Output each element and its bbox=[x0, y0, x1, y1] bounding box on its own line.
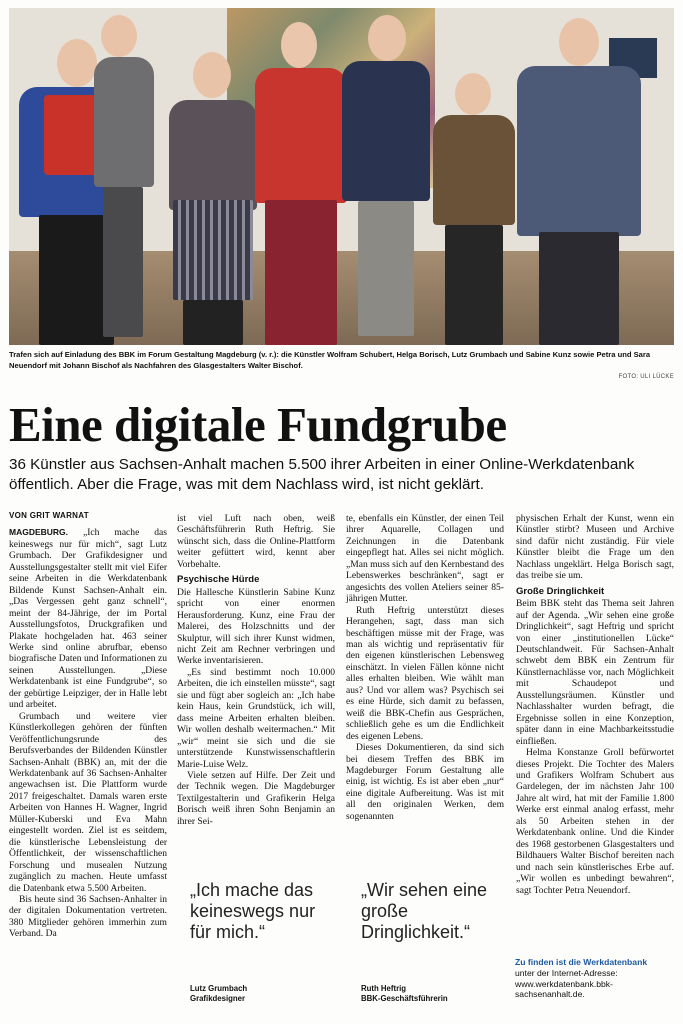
info-box bbox=[515, 957, 675, 1000]
pull-quote-2-attribution: Ruth Heftrig BBK-Geschäftsführerin bbox=[361, 984, 448, 1003]
photo-caption: Trafen sich auf Einladung des BBK im Forum Gestaltung Magdeburg (v. r.): die Künstler Wolfram Schubert, Helga Borisch, Lutz Grumbach und Sabine Kunz sowie Petra und Sara Neuendorf mit Johann Bischof als Nachfahren des Glasgestalters Walter Bischof. bbox=[9, 350, 651, 370]
info-box-url-cont[interactable]: sachsenanhalt.de. bbox=[515, 989, 585, 1000]
person-lutz-grumbach bbox=[334, 8, 434, 345]
subheading: Große Dringlichkeit bbox=[516, 585, 605, 597]
person-johann-bischof bbox=[89, 8, 169, 345]
info-box-title: Zu finden ist die Werkdatenbank bbox=[515, 957, 648, 967]
person-helga-borisch bbox=[429, 65, 519, 345]
info-box-text: unter der Internet-Adresse: bbox=[515, 967, 618, 978]
person-wolfram-schubert bbox=[509, 10, 649, 345]
paragraph: MAGDEBURG. „Ich mache das keineswegs nur für mich“, sagt Lutz Grumbach. Der Grafikdesigner und Ausstellungsgestalter stellt mit viel Eifer seine Arbeiten in die Werkdatenbank Bildende Kunst Sachsen-Anhalt ein. „Das Vergessen geht ganz schnell“, meint der 84-Jährige, der im Portal Ausstellungsfotos, Druckgrafiken und Plakate hochgeladen hat. 463 seiner Werke sind online abrufbar, ebenso biografische Daten und Informationen zu seinen Ausstellungen. „Diese Werkdatenbank ist eine Fundgrube“, so der gebürtige Leipziger, der in Halle lebt und arbeitet. bbox=[9, 527, 167, 711]
pull-quote-1: „Ich mache das keineswegs nur für mich.“ bbox=[190, 880, 316, 942]
paragraph: Viele setzen auf Hilfe. Der Zeit und der Technik wegen. Die Magdeburger Textilgestalterin und Grafikerin Helga Borisch weiß ihren Sohn Benjamin an ihrer Sei- bbox=[177, 769, 335, 827]
byline: VON GRIT WARNAT bbox=[9, 511, 89, 520]
paragraph: „Es sind bestimmt noch 10.000 Arbeiten, die ich einstellen müsste“, sagt sie und fügt aber sogleich an: „Ich habe kein Haus, kein Grundstück, ich will, dass meine Arbeiten erhalten bleiben. Wir wollen deshalb weitermachen.“ Mit „wir“ meint sie sich und die sie unterstützende Kunstwissenschaftlerin Marie-Luise Welz. bbox=[177, 666, 335, 770]
paragraph: Helma Konstanze Groll befürwortet dieses Projekt. Die Tochter des Malers und Grafikers Wolfram Schubert aus Gardelegen, der im nächsten Jahr 100 Jahre alt wird, hat mit der Familie 1.800 Werke erst einmal analog erfasst, mehr als 50 Arbeiten stehen in der Werkdatenbank online. Und die Kinder des 1968 gestorbenen Glasgestalters und Bildhauers Walter Bischof bereiten nach und nach sein künstlerisches Erbe auf. „Wir wollen es unbedingt bewahren“, sagt Tochter Petra Neuendorf. bbox=[516, 747, 674, 896]
paragraph: te, ebenfalls ein Künstler, der einen Teil ihrer Aquarelle, Collagen und Zeichnungen in die Datenbank eingepflegt hat. Alles sei nicht möglich. „Man muss sich auf den Kernbestand des Lebenswerkes beschränken“, sagt er angesichts des vollen Ateliers seiner 85-jährigen Mutter. bbox=[346, 513, 505, 605]
paragraph: Beim BBK steht das Thema seit Jahren auf der Agenda. „Wir sehen eine große Dringlichkeit“, sagt Heftrig und spricht von einer „institutionellen Lücke“ Deutschlandweit. Für Sachsen-Anhalt schwebt dem BBK ein Zentrum für Künstlernachlässe vor, nach Möglichkeit mit Schaudepot und Ausstellungsräumen. Künstler und Nachlasshalter wurden befragt, die Ergebnisse sollen in eine Konzeption, später dann in eine Machbarkeitsstudie einfließen. bbox=[516, 598, 674, 747]
dateline: MAGDEBURG. bbox=[9, 527, 69, 538]
paragraph: Die Hallesche Künstlerin Sabine Kunz spricht von einer enormen Herausforderung. Kunz, eine Frau der Malerei, des Holzschnitts und der Skulptur, will sich ihrer Kunst widmen, nicht Zeit am Rechner verbringen und Werke inventarisieren. bbox=[177, 586, 335, 667]
paragraph: Grumbach und weitere vier Künstlerkollegen gehören der fünften Veröffentlichungsrunde des Berufsverbandes der Bildenden Künstler Sachsen-Anhalt (BBK) an, mit der die Werkdatenbank auf 36 Sachsen-Anhalter angewachsen ist. Die Plattform wurde 2017 freigeschaltet. Damals waren erste Arbeiten von Hannes H. Wagner, Ingrid Müller-Kuberski und Eva Mahn eingestellt worden. Ziel ist es seitdem, die künstlerische Lebensleistung der Öffentlichkeit, der wissenschaftlichen Forschung und musealen Nutzung zugänglich zu machen. Heute umfasst die Datenbank etwa 5.500 Arbeiten. bbox=[9, 710, 167, 894]
article-column-2 bbox=[177, 513, 335, 827]
photo-credit: FOTO: ULI LÜCKE bbox=[618, 374, 674, 380]
person-petra-neuendorf bbox=[161, 30, 261, 345]
pull-quote-2: „Wir sehen eine große Dringlichkeit.“ bbox=[361, 880, 488, 942]
info-box-url[interactable]: www.werkdatenbank.bbk- bbox=[515, 978, 613, 989]
group-photo bbox=[9, 8, 674, 345]
subheading: Psychische Hürde bbox=[177, 574, 260, 586]
article-column-1 bbox=[9, 510, 167, 940]
pull-quote-1-attribution: Lutz Grumbach Grafikdesigner bbox=[190, 984, 248, 1003]
paragraph: Ruth Heftrig unterstützt dieses Herangehen, sagt, dass man sich beschäftigen müsse mit der Frage, was man als wichtig und repräsentativ für den eigenen künstlerischen Lebensweg einschätzt. In vielen Fällen könne nicht alles erhalten bleiben. Wie wählt man aus? Und vor allem was? Psychisch sei es eine Hürde, sich damit zu befassen, weiß die BBK-Chefin aus Gesprächen, schließlich gehe es um die Endlichkeit des eigenen Lebens. bbox=[346, 604, 504, 742]
article-headline: Eine digitale Fundgrube bbox=[9, 397, 507, 452]
paragraph: physischen Erhalt der Kunst, wenn ein Künstler stirbt? Museen und Archive sind dafür nicht zuständig. Für viele Künstler bleibt die Frage um den Nachlass ungeklärt. Helga Borisch sagt, das treibe sie um. bbox=[516, 513, 674, 582]
article-column-4 bbox=[516, 513, 674, 896]
paragraph: Bis heute sind 36 Sachsen-Anhalter in der digitalen Dokumentation vertreten. 380 Mitglieder gehören immerhin zum Verband. Da bbox=[9, 893, 167, 940]
paragraph: Dieses Dokumentieren, da sind sich bei diesem Treffen des BBK im Magdeburger Forum Gestaltung alle einig, ist wichtig. Es ist aber eben „nur“ eine digitale Aufbereitung. Was ist mit all den originalen Werken, dem sogenannten bbox=[346, 742, 504, 822]
article-column-3 bbox=[346, 513, 504, 822]
article-deck: 36 Künstler aus Sachsen-Anhalt machen 5.500 ihrer Arbeiten in einer Online-Werkdatenbank öffentlich. Aber die Frage, was mit dem Nachlass wird, ist nicht geklärt. bbox=[9, 456, 635, 493]
paragraph: ist viel Luft nach oben, weiß Geschäftsführerin Ruth Heftrig. Sie wünscht sich, dass die Online-Plattform weiter gefüttert wird, kennt aber Vorbehalte. bbox=[177, 513, 335, 570]
